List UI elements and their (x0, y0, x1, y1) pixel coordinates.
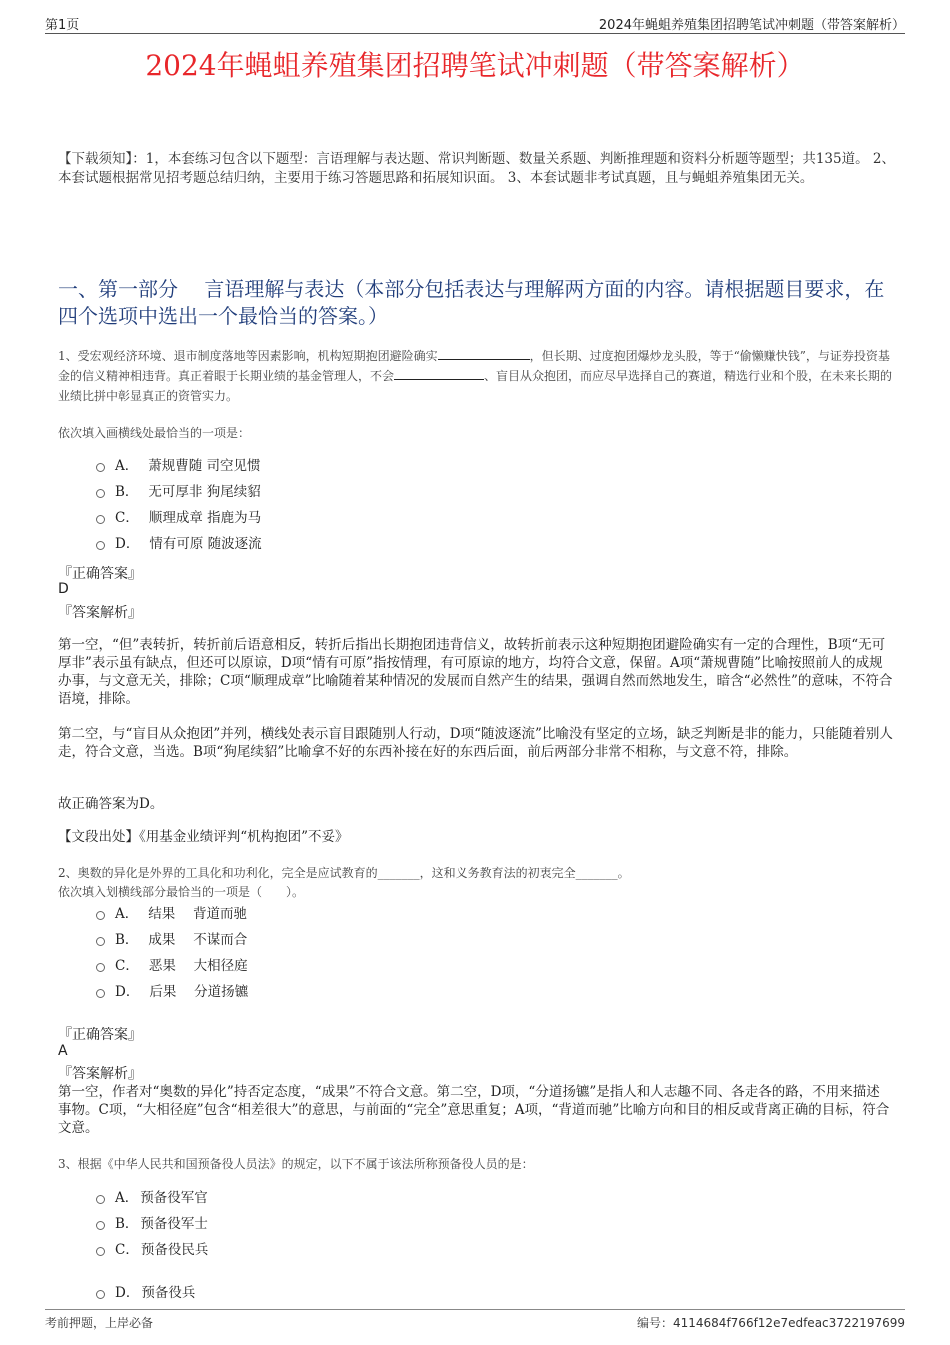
q2-analysis-label: 『答案解析』 (58, 1066, 142, 1082)
radio-icon[interactable] (96, 989, 105, 998)
question-2-stem: 2、奥数的异化是外界的工具化和功利化，完全是应试教育的_______，这和义务教育法的初衷完全_______。 (58, 866, 630, 880)
q1-correct-label: 『正确答案』 (58, 566, 142, 582)
q3-option-b[interactable]: B． 预备役军士 (96, 1214, 208, 1234)
question-1-stem: 1、受宏观经济环境、退市制度落地等因素影响，机构短期抱团避险确实 ，但长期、过度抱团爆炒龙头股，等于“偷懒赚快钱”，与证券投资基金的信义精神相违背。真正着眼于长期业绩的基金管理人，不会 、盲目从众抱团，而应尽早选择自己的赛道，精选行业和个股，在未来长期的业绩比拼中彰显真正的资管实力。 (58, 349, 893, 403)
page-number: 第1页 (45, 18, 80, 33)
q3-option-d[interactable]: D． 预备役兵 (96, 1283, 195, 1303)
radio-icon[interactable] (96, 515, 105, 524)
radio-icon[interactable] (96, 1221, 105, 1230)
q2-answer: A (58, 1043, 68, 1059)
q2-option-c[interactable]: C． 恶果 大相径庭 (96, 956, 248, 976)
q3-option-c[interactable]: C． 预备役民兵 (96, 1240, 208, 1260)
q1-option-d[interactable]: D． 情有可原 随波逐流 (96, 534, 262, 554)
radio-icon[interactable] (96, 963, 105, 972)
radio-icon[interactable] (96, 489, 105, 498)
document-title: 2024年蝇蛆养殖集团招聘笔试冲刺题（带答案解析） (145, 49, 805, 82)
blank-line (438, 348, 530, 360)
radio-icon[interactable] (96, 1247, 105, 1256)
footer-doc-id: 编号：4114684f766f12e7edfeac3722197699 (637, 1316, 905, 1330)
download-notice: 【下载须知】：1，本套练习包含以下题型：言语理解与表达题、常识判断题、数量关系题、判断推理题和资料分析题等题型；共135道。 2、本套试题根据常见招考题总结归纳，主要用于练习答题思路和拓展知识面。 3、本套试题非考试真题，且与蝇蛆养殖集团无关。 (58, 151, 895, 186)
footer-slogan: 考前押题，上岸必备 (45, 1316, 154, 1330)
q1-analysis-label: 『答案解析』 (58, 605, 142, 621)
radio-icon[interactable] (96, 1290, 105, 1299)
section-heading: 一、第一部分 言语理解与表达（本部分包括表达与理解两方面的内容。请根据题目要求，在四个选项中选出一个最恰当的答案。） (58, 277, 885, 328)
q2-option-d[interactable]: D． 后果 分道扬镳 (96, 982, 248, 1002)
radio-icon[interactable] (96, 911, 105, 920)
q3-option-a[interactable]: A． 预备役军官 (96, 1188, 208, 1208)
radio-icon[interactable] (96, 541, 105, 550)
question-1-prompt: 依次填入画横线处最恰当的一项是： (58, 426, 251, 440)
q1-answer: D (58, 581, 69, 597)
footer-divider (45, 1309, 905, 1310)
q2-correct-label: 『正确答案』 (58, 1027, 142, 1043)
q1-option-c[interactable]: C． 顺理成章 指鹿为马 (96, 508, 261, 528)
radio-icon[interactable] (96, 463, 105, 472)
blank-line (394, 368, 484, 380)
q2-analysis: 第一空，作者对“奥数的异化”持否定态度，“成果”不符合文意。第二空，D项，“分道扬镳”是指人和人志趣不同、各走各的路，不用来描述事物。C项，“大相径庭”包含“相差很大”的意思，与前面的“完全”意思重复；A项，“背道而驰”比喻方向和目的相反或背离正确的目标，符合文意。 (58, 1084, 890, 1136)
q1-option-b[interactable]: B． 无可厚非 狗尾续貂 (96, 482, 261, 502)
q2-option-a[interactable]: A． 结果 背道而驰 (96, 904, 247, 924)
q1-analysis-para-3: 故正确答案为D。 (58, 796, 164, 812)
header-doc-title: 2024年蝇蛆养殖集团招聘笔试冲刺题（带答案解析） (598, 18, 905, 33)
q1-analysis-para-1: 第一空，“但”表转折，转折前后语意相反，转折后指出长期抱团违背信义，故转折前表示这种短期抱团避险确实有一定的合理性，B项“无可厚非”表示虽有缺点，但还可以原谅，D项“情有可原”指按情理，有可原谅的地方，均符合文意，保留。A项“萧规曹随”比喻按照前人的成规办事，与文意无关，排除；C项“顺理成章”比喻随着某种情况的发展而自然产生的结果，强调自然而然地发生，暗含“必然性”的意味，不符合语境，排除。 (58, 637, 893, 707)
q1-option-a[interactable]: A． 萧规曹随 司空见惯 (96, 456, 261, 476)
q1-source: 【文段出处】《用基金业绩评判“机构抱团”不妥》 (58, 829, 349, 845)
question-2-prompt: 依次填入划横线部分最恰当的一项是（ ）。 (58, 885, 305, 899)
q1-analysis-para-2: 第二空，与“盲目从众抱团”并列，横线处表示盲目跟随别人行动，D项“随波逐流”比喻没有坚定的立场，缺乏判断是非的能力，只能随着别人走，符合文意，当选。B项“狗尾续貂”比喻拿不好的东西补接在好的东西后面，前后两部分非常不相称，与文意不符，排除。 (58, 726, 893, 760)
q2-option-b[interactable]: B． 成果 不谋而合 (96, 930, 247, 950)
header-divider (45, 33, 905, 34)
radio-icon[interactable] (96, 1195, 105, 1204)
question-3-stem: 3、根据《中华人民共和国预备役人员法》的规定，以下不属于该法所称预备役人员的是： (58, 1157, 534, 1171)
radio-icon[interactable] (96, 937, 105, 946)
